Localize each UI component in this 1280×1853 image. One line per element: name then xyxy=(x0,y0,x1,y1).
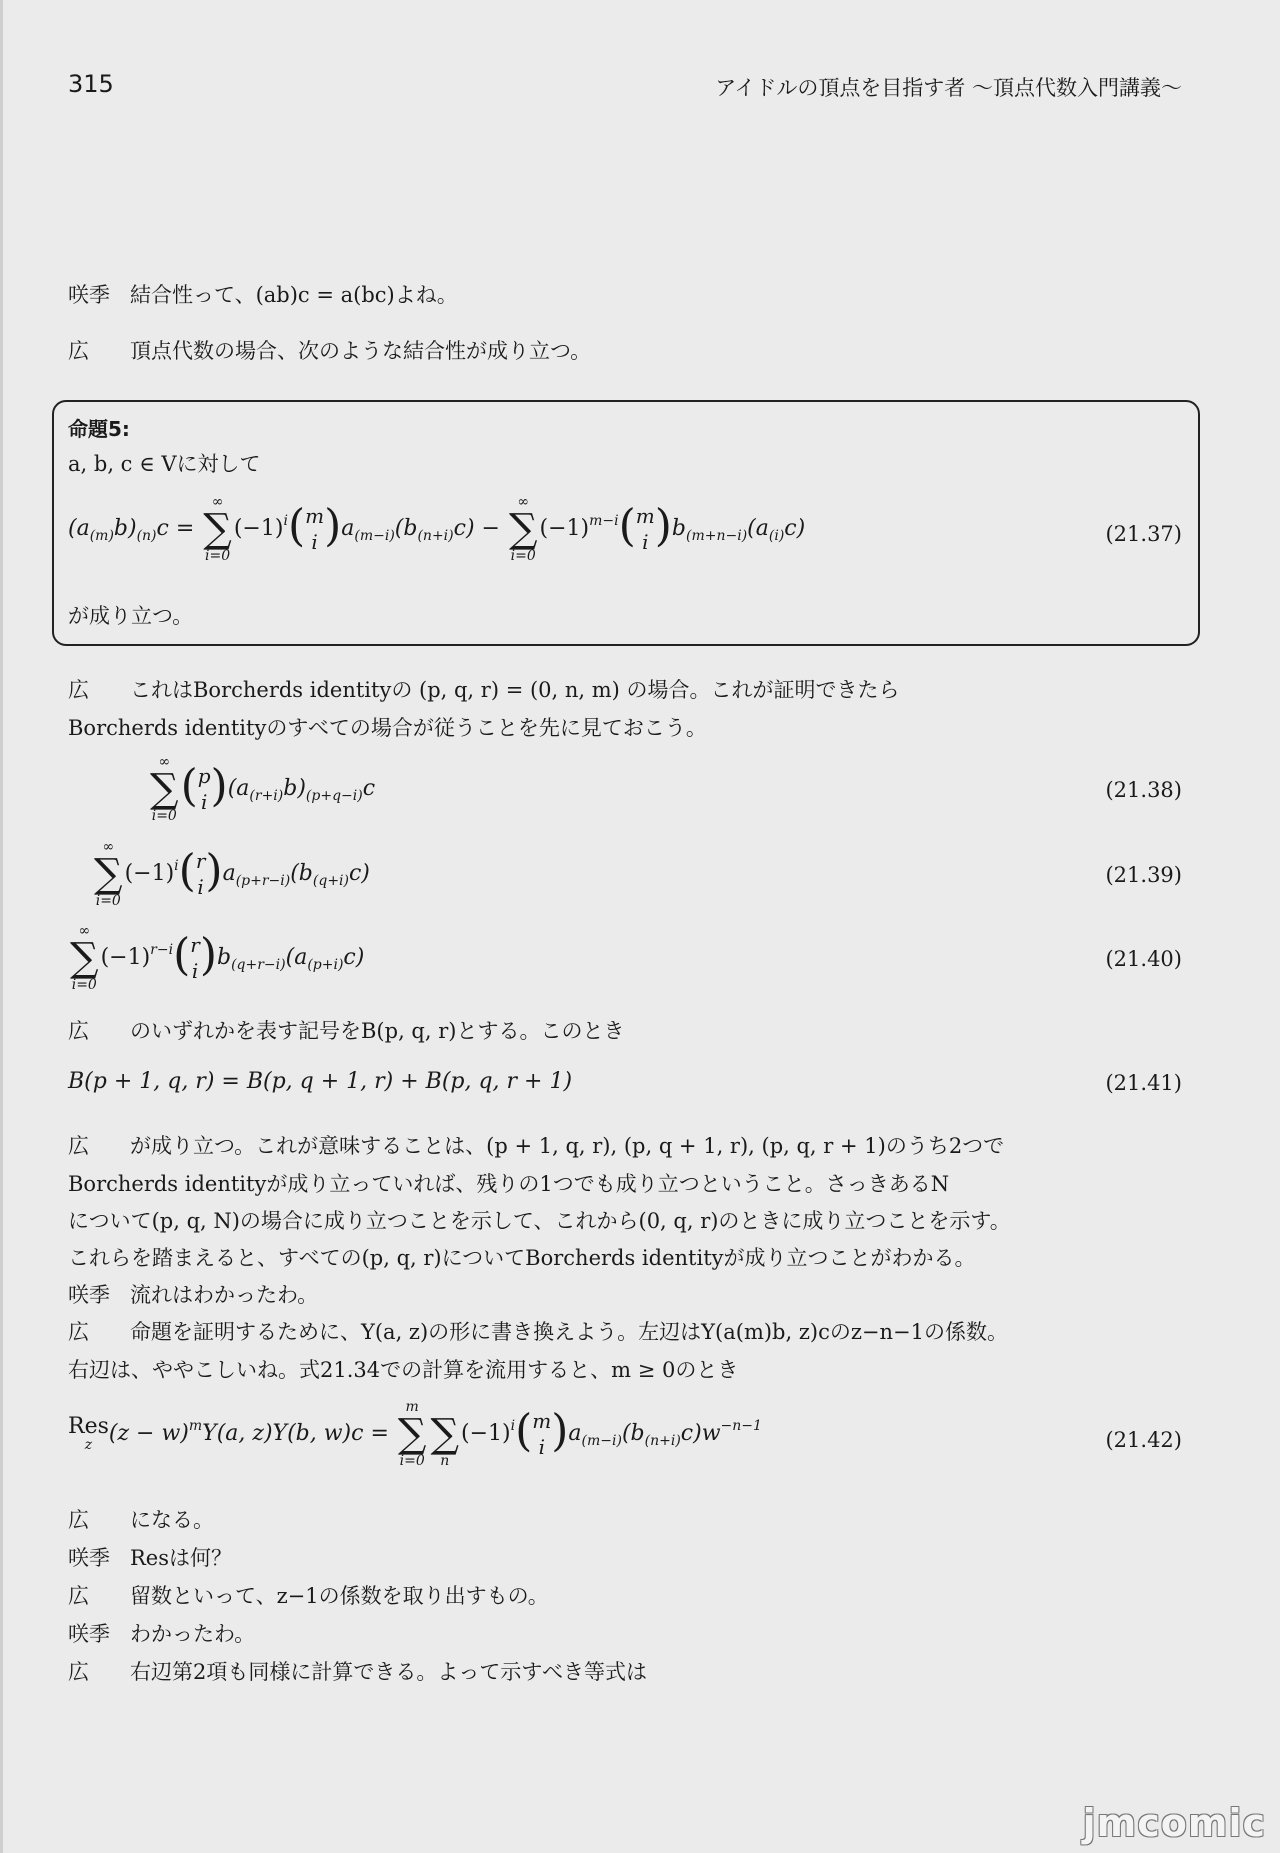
dialogue-line xyxy=(68,1017,624,1045)
equation-number: (21.41) xyxy=(1105,1071,1182,1095)
dialogue-line xyxy=(68,676,900,704)
equation-21-39: ∞ ∑ i=0 $(-1)^i(r$ $i)a_{(p+r-i)}(b_{(q+i)}c)$ xyxy=(94,839,370,909)
dialogue-line xyxy=(68,337,591,365)
dialogue-text: 右辺第2項も同様に計算できる。よって示すべき等式は xyxy=(130,1660,647,1684)
dialogue-text: わかったわ。 xyxy=(130,1622,256,1646)
dialogue-text: 頂点代数の場合、次のような結合性が成り立つ。 xyxy=(130,339,592,363)
text-line: これらを踏まえると、すべての(p, q, r)についてBorcherds identityが成り立つことがわかる。 xyxy=(68,1246,976,1270)
speaker-label: 広 xyxy=(68,1320,89,1344)
dialogue-line xyxy=(68,1506,214,1534)
equation-number: (21.42) xyxy=(1105,1428,1182,1452)
dialogue-line xyxy=(68,1620,255,1648)
proposition-intro: a, b, c ∈ Vに対して xyxy=(68,452,261,476)
speaker-label: 広 xyxy=(68,1660,89,1684)
dialogue-text: 留数といって、z−1の係数を取り出すもの。 xyxy=(130,1584,549,1608)
speaker-label: 広 xyxy=(68,1019,89,1043)
equation-21-41: B(p + 1, q, r) = B(p, q + 1, r) + B(p, q, r + 1) xyxy=(68,1069,573,1094)
watermark-logo: jmcomic xyxy=(1082,1801,1266,1845)
dialogue-text: が成り立つ。これが意味することは、(p + 1, q, r), (p, q + 1, r), (p, q, r + 1)のうち2つで xyxy=(130,1134,1005,1158)
equation-21-40: ∞ ∑ i=0 $(-1)^{r-i}(r$ $i)b_{(q+r-i)}(a_{(p+i)}c)$ xyxy=(70,923,365,993)
text-line: Borcherds identityが成り立っていれば、残りの1つでも成り立つということ。さっきあるN xyxy=(68,1172,950,1196)
equation-21-38: ∞ ∑ i=0 (p $i)(a_{(r+i)}b)_{(p+q-i)}c$ xyxy=(150,754,376,824)
proposition-outro: が成り立つ。 xyxy=(68,604,194,628)
text-line: について(p, q, N)の場合に成り立つことを示して、これから(0, q, r)のときに成り立つことを示す。 xyxy=(68,1209,1011,1233)
speaker-label: 広 xyxy=(68,1508,89,1532)
dialogue-line xyxy=(68,281,458,309)
speaker-label: 咲季 xyxy=(68,283,110,307)
equation-21-42: Res z $(z - w)^mY(a$, z)Y(b, w)c = m ∑ i=0 ∑ n $(-1)^i(m$ i )$a_{(m-i)}(b_{(n+i)}c)w^{-n-1}$ xyxy=(68,1399,762,1469)
speaker-label: 広 xyxy=(68,1584,89,1608)
dialogue-text: Resは何？ xyxy=(130,1546,233,1570)
dialogue-line xyxy=(68,1582,549,1610)
text-line: Borcherds identityのすべての場合が従うことを先に見ておこう。 xyxy=(68,716,707,740)
dialogue-text: のいずれかを表す記号をB(p, q, r)とする。このとき xyxy=(130,1019,625,1043)
dialogue-text: 結合性って、(ab)c = a(bc)よね。 xyxy=(130,283,458,307)
speaker-label: 咲季 xyxy=(68,1622,110,1646)
equation-number: (21.39) xyxy=(1105,863,1182,887)
page-edge xyxy=(0,0,3,1853)
equation-21-37: $(a_{(m)}b)_{(n)}c$ = ∞ ∑ i=0 $(-1)^i(m$ i )$a_{(m-i)}(b_{(n+i)}c)$ − ∞ ∑ i=0 $(-1)^{m-i}(m$ i )$b_{(m+n-i)}(a_{(i)}c)$ xyxy=(68,494,806,564)
speaker-label: 咲季 xyxy=(68,1283,110,1307)
page-number: 315 xyxy=(68,70,114,98)
dialogue-line xyxy=(68,1281,318,1309)
dialogue-text: 流れはわかったわ。 xyxy=(130,1283,319,1307)
equation-number: (21.38) xyxy=(1105,778,1182,802)
speaker-label: 広 xyxy=(68,339,89,363)
dialogue-text: これはBorcherds identityの (p, q, r) = (0, n, m) の場合。これが証明できたら xyxy=(130,678,900,702)
equation-number: (21.37) xyxy=(1105,522,1182,546)
speaker-label: 咲季 xyxy=(68,1546,110,1570)
dialogue-text: 命題を証明するために、Y(a, z)の形に書き換えよう。左辺はY(a(m)b, z)cのz−n−1の係数。 xyxy=(130,1320,1009,1344)
dialogue-line xyxy=(68,1658,647,1686)
speaker-label: 広 xyxy=(68,678,89,702)
dialogue-line xyxy=(68,1132,1004,1160)
dialogue-text: になる。 xyxy=(130,1508,214,1532)
running-title: アイドルの頂点を目指す者 〜頂点代数入門講義〜 xyxy=(715,76,1182,100)
dialogue-line xyxy=(68,1318,1008,1346)
text-line: 右辺は、ややこしいね。式21.34での計算を流用すると、m ≥ 0のとき xyxy=(68,1358,739,1382)
speaker-label: 広 xyxy=(68,1134,89,1158)
equation-number: (21.40) xyxy=(1105,947,1182,971)
dialogue-line xyxy=(68,1544,232,1572)
proposition-title: 命題5: xyxy=(68,417,130,441)
